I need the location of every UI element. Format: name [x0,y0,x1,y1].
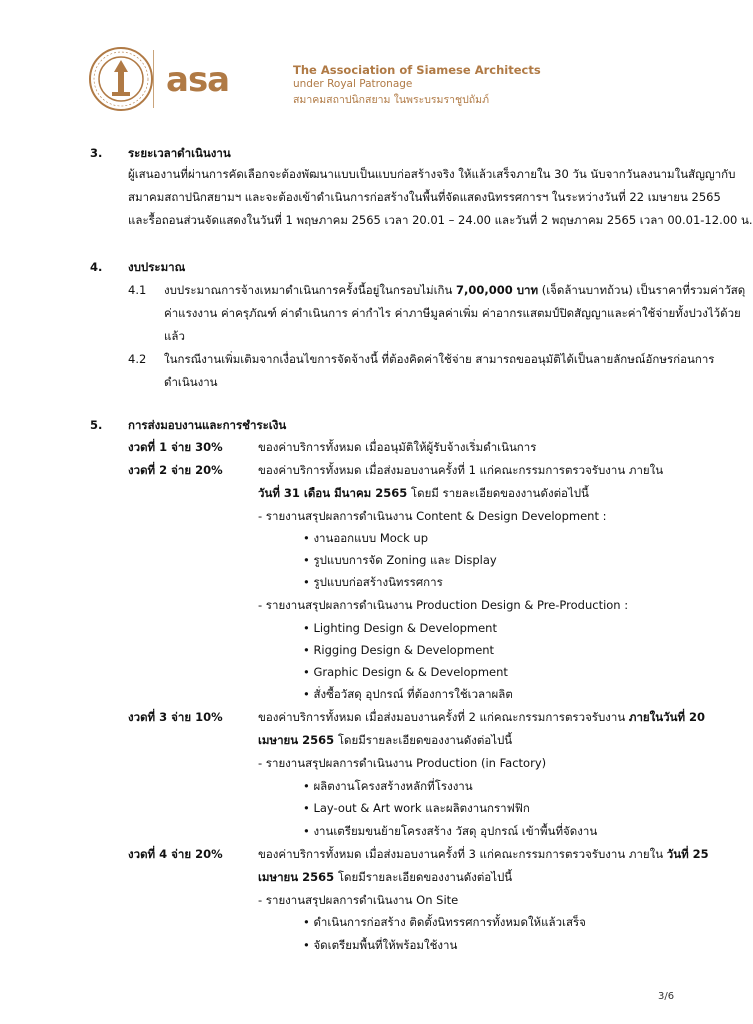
item-4-1-number: 4.1 [128,283,147,297]
installment-3-label: งวดที่ 3 จ่าย 10% [128,710,223,724]
header-divider [153,50,154,108]
section-3-title: ระยะเวลาดำเนินงาน [128,146,231,160]
item-4-1-line-2: ค่าแรงงาน ค่าครุภัณฑ์ ค่าดำเนินการ ค่ากำไร ค่าภาษีมูลค่าเพิ่ม ค่าอากรแสตมป์ปิดสัญญาและค่าใช้จ่ายทั้งปวงไว้ด้วย [164,306,741,320]
item-4-1-line-3: แล้ว [164,329,185,343]
page-number: 3/6 [658,991,675,1002]
installment-3-text: ของค่าบริการทั้งหมด เมื่อส่งมอบงานครั้งที่ 2 แก่คณะกรรมการตรวจรับงาน ภายในวันที่ 20 [258,710,706,724]
installment-2-date: วันที่ 31 เดือน มีนาคม 2565 [258,486,408,500]
list-item: • Rigging Design & Development [303,643,495,657]
org-name-th: สมาคมสถาปนิกสยาม ในพระบรมราชูปถัมภ์ [293,94,490,106]
installment-4-group-1: - รายงานสรุปผลการดำเนินงาน On Site [258,893,459,907]
list-item: • จัดเตรียมพื้นที่ให้พร้อมใช้งาน [303,938,458,952]
section-5-title: การส่งมอบงานและการชำระเงิน [128,418,287,432]
list-item: • สั่งซื้อวัสดุ อุปกรณ์ ที่ต้องการใช้เวลาผลิต [303,687,513,701]
list-item: • งานเตรียมขนย้ายโครงสร้าง วัสดุ อุปกรณ์ เข้าพื้นที่จัดงาน [303,824,598,838]
section-4-number: 4. [90,260,103,274]
installment-1-text: ของค่าบริการทั้งหมด เมื่ออนุมัติให้ผู้รับจ้างเริ่มดำเนินการ [258,440,537,454]
installment-2-group-2: - รายงานสรุปผลการดำเนินงาน Production Design & Pre-Production : [258,598,629,612]
item-4-2-line-1: ในกรณีงานเพิ่มเติมจากเงื่อนไขการจัดจ้างนี้ ที่ต้องคิดค่าใช้จ่าย สามารถขออนุมัติได้เป็นลายลักษณ์อักษรก่อนการ [164,352,715,366]
section-3-number: 3. [90,146,103,160]
installment-4-text: ของค่าบริการทั้งหมด เมื่อส่งมอบงานครั้งที่ 3 แก่คณะกรรมการตรวจรับงาน ภายใน วันที่ 25 [258,847,709,861]
item-4-1-line-1: งบประมาณการจ้างเหมาดำเนินการครั้งนี้อยู่ในกรอบไม่เกิน 7,00,000 บาท (เจ็ดล้านบาทถ้วน) เป็นราคาที่รวมค่าวัสดุ [164,283,746,297]
installment-4-label: งวดที่ 4 จ่าย 20% [128,847,223,861]
installment-1-label: งวดที่ 1 จ่าย 30% [128,440,223,454]
installment-2-label: งวดที่ 2 จ่าย 20% [128,463,223,477]
list-item: • ดำเนินการก่อสร้าง ติดตั้งนิทรรศการทั้งหมดให้แล้วเสร็จ [303,915,586,929]
item-4-2-number: 4.2 [128,352,147,366]
section-3-line-3: และรื้อถอนส่วนจัดแสดงในวันที่ 1 พฤษภาคม 2565 เวลา 20.01 – 24.00 และวันที่ 2 พฤษภาคม 2565 เวลา 00.01-12.00 น. [128,213,753,227]
section-4-title: งบประมาณ [128,260,186,274]
installment-4-date-line: เมษายน 2565 โดยมีรายละเอียดของงานดังต่อไปนี้ [258,870,513,884]
org-patronage-en: under Royal Patronage [293,78,413,90]
list-item: • ผลิตงานโครงสร้างหลักที่โรงงาน [303,779,473,793]
asa-seal-logo [88,46,154,112]
org-name-en: The Association of Siamese Architects [293,63,541,77]
installment-3-group-1: - รายงานสรุปผลการดำเนินงาน Production (in Factory) [258,756,547,770]
section-5-number: 5. [90,418,103,432]
list-item: • Lighting Design & Development [303,621,497,635]
installment-2-date-line: วันที่ 31 เดือน มีนาคม 2565 โดยมี รายละเอียดของงานดังต่อไปนี้ [258,486,589,500]
list-item: • งานออกแบบ Mock up [303,531,429,545]
list-item: • รูปแบบก่อสร้างนิทรรศการ [303,575,443,589]
installment-2-text: ของค่าบริการทั้งหมด เมื่อส่งมอบงานครั้งที่ 1 แก่คณะกรรมการตรวจรับงาน ภายใน [258,463,664,477]
installment-3-date-line: เมษายน 2565 โดยมีรายละเอียดของงานดังต่อไปนี้ [258,733,513,747]
list-item: • Lay-out & Art work และผลิตงานกราฟฟิก [303,801,530,815]
budget-amount: 7,00,000 บาท [456,283,539,297]
asa-wordmark-logo [166,60,254,100]
section-3-line-2: สมาคมสถาปนิกสยามฯ และจะต้องเข้าดำเนินการก่อสร้างในพื้นที่จัดแสดงนิทรรศการฯ ในระหว่างวันที่ 22 เมษายน 2565 [128,190,721,204]
section-3-line-1: ผู้เสนองานที่ผ่านการคัดเลือกจะต้องพัฒนาแบบเป็นแบบก่อสร้างจริง ให้แล้วเสร็จภายใน 30 วัน นับจากวันลงนามในสัญญากับ [128,167,736,181]
list-item: • Graphic Design & & Development [303,665,508,679]
item-4-2-line-2: ดำเนินงาน [164,375,218,389]
asa-logo-text: asa [166,60,230,100]
list-item: • รูปแบบการจัด Zoning และ Display [303,553,497,567]
installment-2-group-1: - รายงานสรุปผลการดำเนินงาน Content & Design Development : [258,509,607,523]
